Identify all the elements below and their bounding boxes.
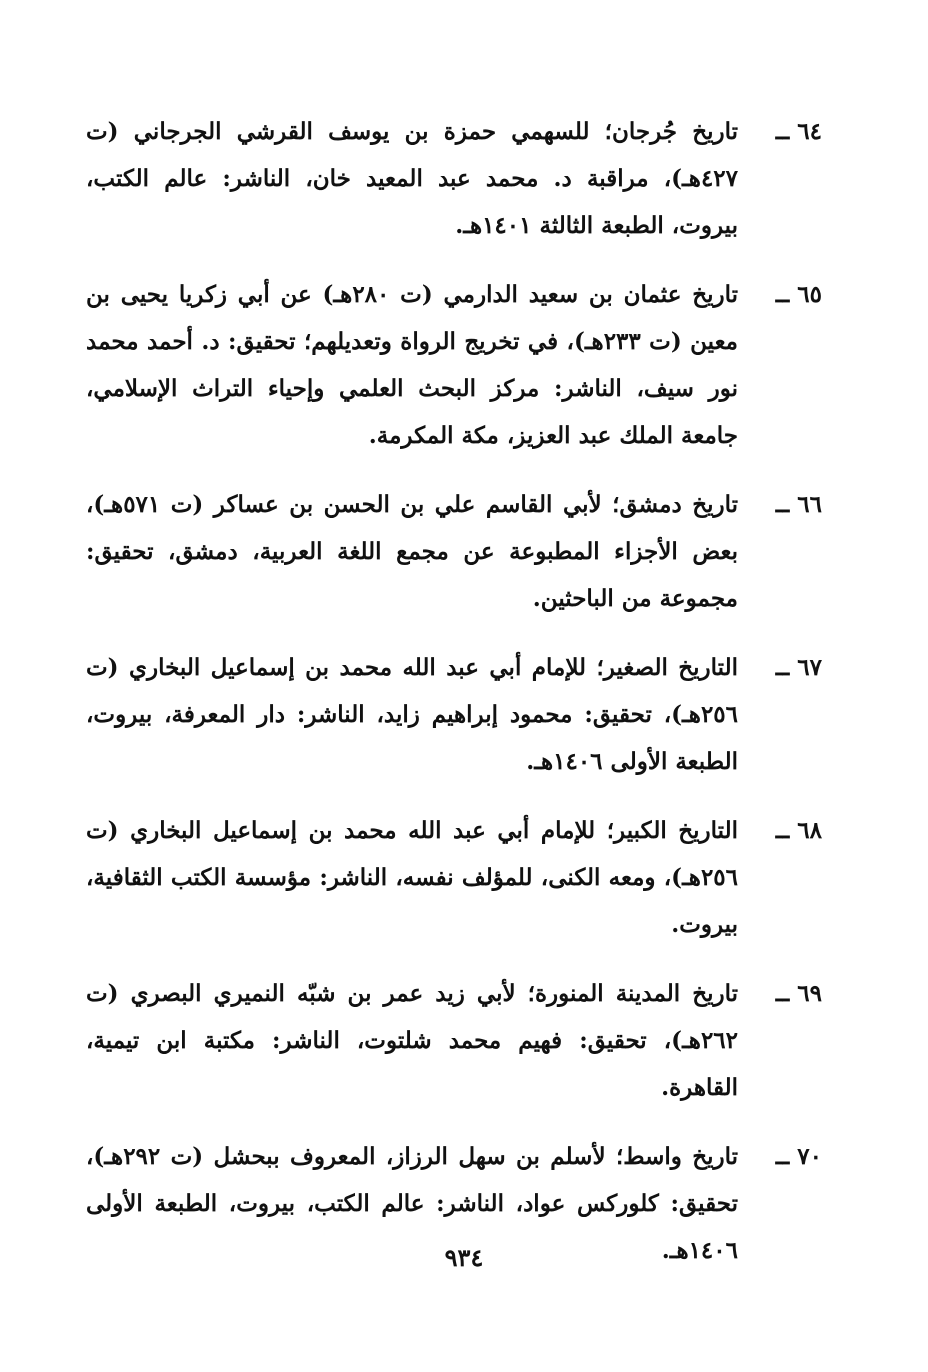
bibliography-entry xyxy=(86,108,822,249)
entry-text: التاريخ الكبير؛ للإمام أبي عبد الله محمد بن إسماعيل البخاري (ت ٢٥٦هـ)، ومعه الكنى، للمؤلف نفسه، الناشر: مؤسسة الكتب الثقافية، بيروت. xyxy=(86,817,738,938)
entry-text: تاريخ واسط؛ لأسلم بن سهل الرزاز، المعروف ببحشل (ت ٢٩٢هـ)، تحقيق: كلوركس عواد، الناشر: عالم الكتب، بيروت، الطبعة الأولى ١٤٠٦هـ. xyxy=(86,1143,738,1264)
entry-number: ٧٠ ــ xyxy=(775,1143,822,1170)
entry-number: ٦٩ ــ xyxy=(775,980,822,1007)
entry-number: ٦٦ ــ xyxy=(775,491,822,518)
entry-text: تاريخ دمشق؛ لأبي القاسم علي بن الحسن بن عساكر (ت ٥٧١هـ)، بعض الأجزاء المطبوعة عن مجمع اللغة العربية، دمشق، تحقيق: مجموعة من الباحثين. xyxy=(86,491,738,612)
entry-number: ٦٧ ــ xyxy=(775,654,822,681)
bibliography-entry xyxy=(86,481,822,622)
entry-text: تاريخ عثمان بن سعيد الدارمي (ت ٢٨٠هـ) عن أبي زكريا يحيى بن معين (ت ٢٣٣هـ)، في تخريج الرواة وتعديلهم؛ تحقيق: د. أحمد محمد نور سيف، الناشر: مركز البحث العلمي وإحياء التراث الإسلامي، جامعة الملك عبد العزيز، مكة المكرمة. xyxy=(86,281,739,449)
bibliography-entry xyxy=(86,271,822,459)
entry-text: تاريخ جُرجان؛ للسهمي حمزة بن يوسف القرشي الجرجاني (ت ٤٢٧هـ)، مراقبة د. محمد عبد المعيد خان، الناشر: عالم الكتب، بيروت، الطبعة الثالثة ١٤٠١هـ. xyxy=(86,118,738,239)
entry-number: ٦٤ ــ xyxy=(775,118,822,145)
page-number: ٩٣٤ xyxy=(444,1243,484,1272)
entry-number: ٦٥ ــ xyxy=(775,281,822,308)
entry-number: ٦٨ ــ xyxy=(775,817,822,844)
bibliography-entry xyxy=(86,644,822,785)
bibliography-list xyxy=(86,108,822,1296)
bibliography-entry xyxy=(86,807,822,948)
entry-text: التاريخ الصغير؛ للإمام أبي عبد الله محمد بن إسماعيل البخاري (ت ٢٥٦هـ)، تحقيق: محمود إبراهيم زايد، الناشر: دار المعرفة، بيروت، الطبعة الأولى ١٤٠٦هـ. xyxy=(86,654,738,775)
bibliography-entry xyxy=(86,970,822,1111)
entry-text: تاريخ المدينة المنورة؛ لأبي زيد عمر بن شبّه النميري البصري (ت ٢٦٢هـ)، تحقيق: فهيم محمد شلتوت، الناشر: مكتبة ابن تيمية، القاهرة. xyxy=(86,980,738,1101)
